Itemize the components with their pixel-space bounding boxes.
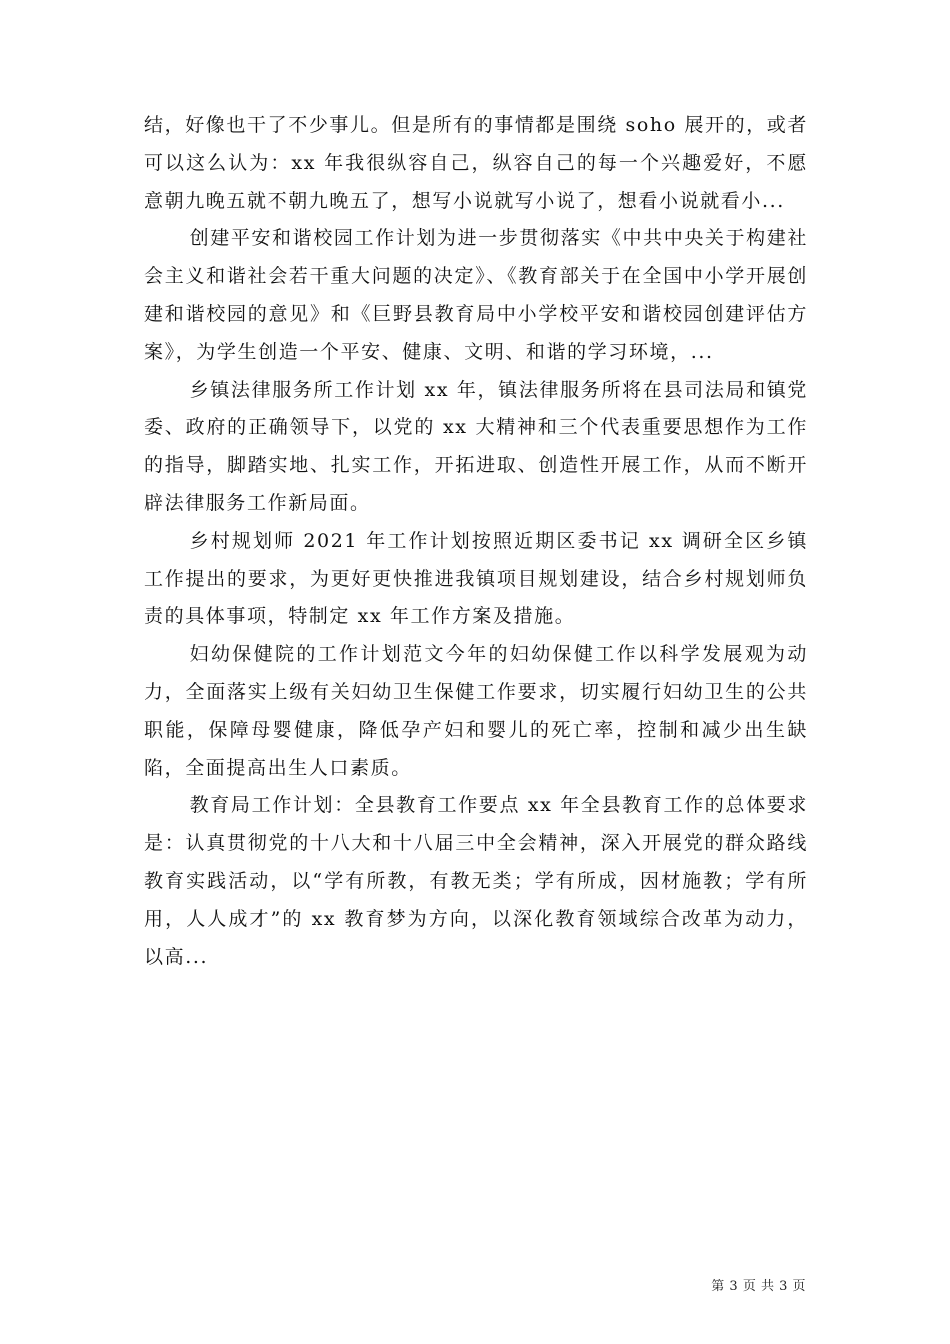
paragraph-education-bureau-plan: 教育局工作计划：全县教育工作要点 xx 年全县教育工作的总体要求是：认真贯彻党的十八大和十八届三中全会精神，深入开展党的群众路线教育实践活动，以“学有所教，有教无类；学有所成，因材施教；学有所用，人人成才”的 xx 教育梦为方向，以深化教育领域综合改革为动力，以高... <box>144 794 808 968</box>
page-number-footer: 第 3 页 共 3 页 <box>711 1279 806 1294</box>
paragraph-continuation: 结，好像也干了不少事儿。但是所有的事情都是围绕 soho 展开的，或者可以这么认为：xx 年我很纵容自己，纵容自己的每一个兴趣爱好，不愿意朝九晚五就不朝九晚五了，想写小说就写小说了，想看小说就看小... <box>144 114 808 212</box>
paragraph-rural-planner-plan: 乡村规划师 2021 年工作计划按照近期区委书记 xx 调研全区乡镇工作提出的要求，为更好更快推进我镇项目规划建设，结合乡村规划师负责的具体事项，特制定 xx 年工作方案及措施。 <box>144 529 808 628</box>
paragraph-maternal-health-plan: 妇幼保健院的工作计划范文今年的妇幼保健工作以科学发展观为动力，全面落实上级有关妇幼卫生保健工作要求，切实履行妇幼卫生的公共职能，保障母婴健康，降低孕产妇和婴儿的死亡率，控制和减少出生缺陷，全面提高出生人口素质。 <box>144 643 808 779</box>
document-body <box>144 107 808 976</box>
paragraph-safe-campus-plan: 创建平安和谐校园工作计划为进一步贯彻落实《中共中央关于构建社会主义和谐社会若干重大问题的决定》、《教育部关于在全国中小学开展创建和谐校园的意见》和《巨野县教育局中小学校平安和谐校园创建评估方案》，为学生创造一个平安、健康、文明、和谐的学习环境，... <box>144 227 808 363</box>
paragraph-legal-service-plan: 乡镇法律服务所工作计划 xx 年，镇法律服务所将在县司法局和镇党委、政府的正确领导下，以党的 xx 大精神和三个代表重要思想作为工作的指导，脚踏实地、扎实工作，开拓进取、创造性开展工作，从而不断开辟法律服务工作新局面。 <box>144 378 808 514</box>
